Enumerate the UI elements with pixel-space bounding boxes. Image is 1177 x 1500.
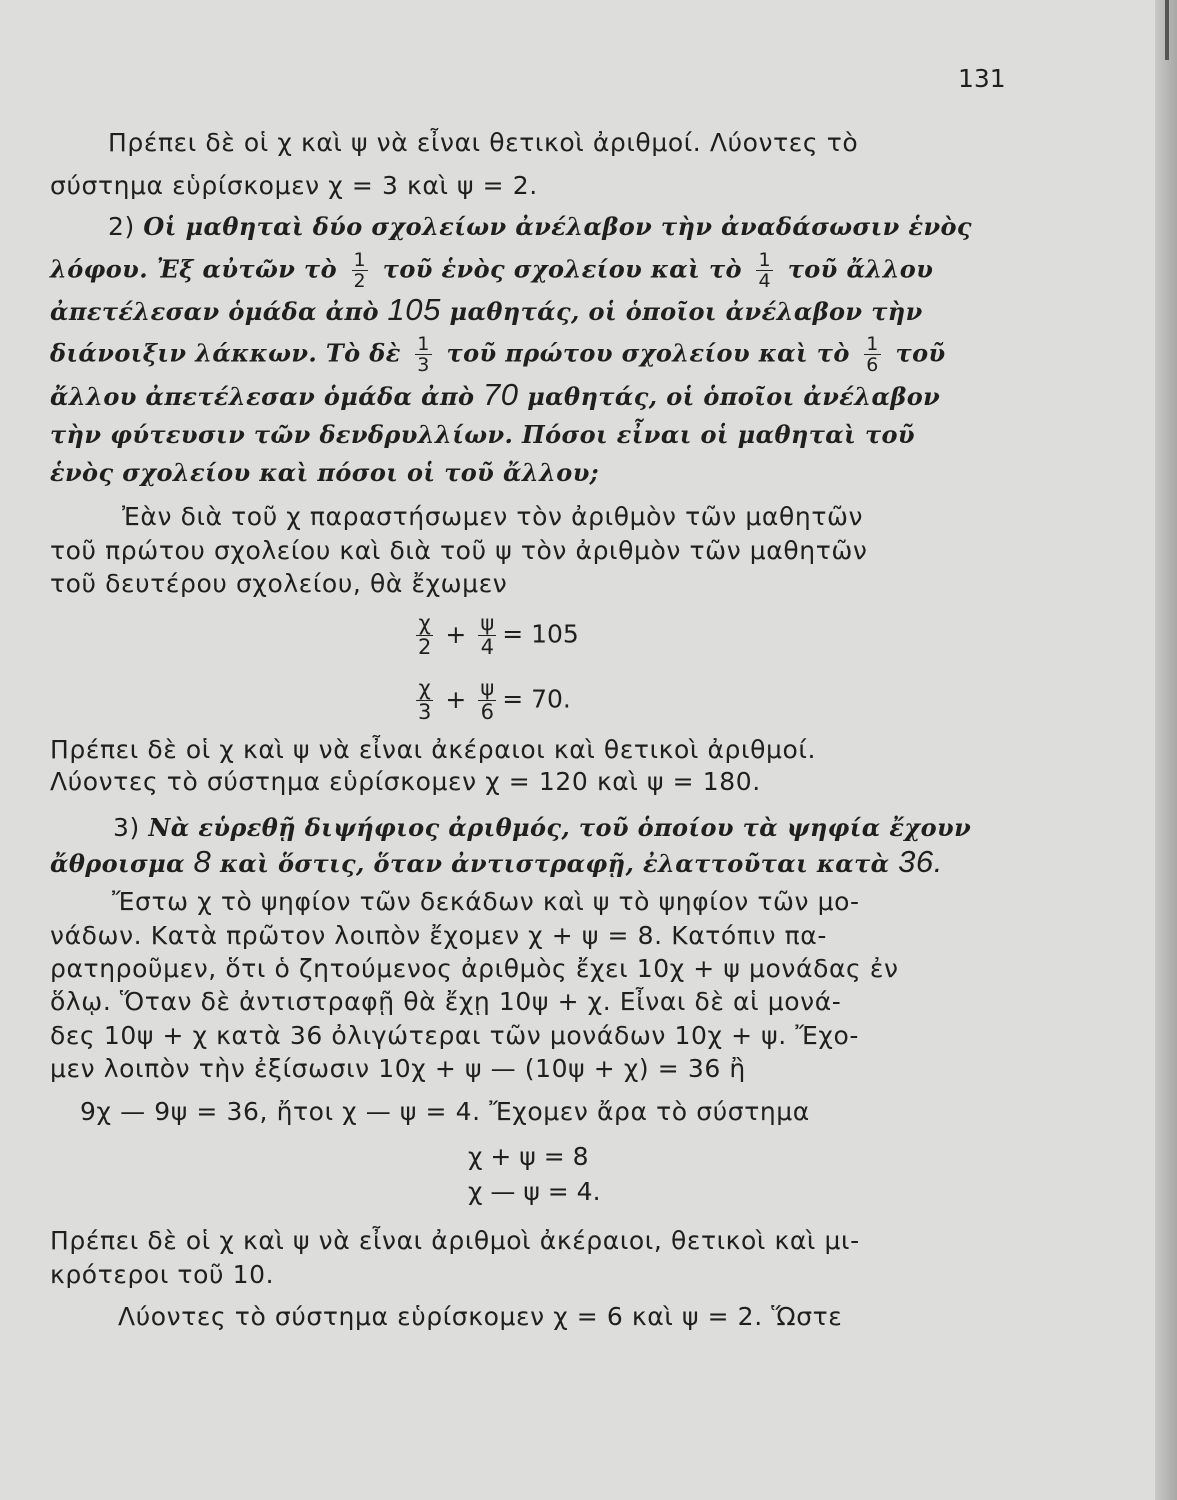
problem2-text-2a: λόφου. Ἐξ αὐτῶν τὸ — [50, 254, 337, 284]
problem2-line-4 — [50, 334, 946, 375]
problem3-text-2b: καὶ ὅστις, ὅταν ἀντιστραφῇ, ἐλαττοῦται κατὰ — [219, 849, 890, 878]
solution2-line-2: τοῦ πρώτου σχολείου καὶ διὰ τοῦ ψ τὸν ἀριθμὸν τῶν μαθητῶν — [50, 536, 868, 565]
system-eq-1: χ + ψ = 8 — [468, 1142, 589, 1171]
p1-line-2: σύστημα εὑρίσκομεν χ = 3 καὶ ψ = 2. — [50, 171, 538, 200]
page-edge-mark — [1165, 0, 1169, 60]
number-105: 105 — [387, 292, 441, 327]
fraction-one-quarter: $\frac{1}{4}$ — [758, 249, 772, 292]
fraction-one-half: $\frac{1}{2}$ — [353, 249, 367, 292]
equation-1-rhs: = 105 — [502, 619, 579, 649]
equation-2 — [410, 677, 571, 724]
problem2-text-5b: μαθητάς, οἱ ὁποῖοι ἀνέλαβον — [527, 382, 941, 411]
solution3-line-2: νάδων. Κατὰ πρῶτον λοιπὸν ἔχομεν χ + ψ = 8. Κατόπιν πα- — [50, 921, 827, 950]
problem3-text-2a: ἄθροισμα — [50, 849, 185, 878]
solution3-line-10: Λύοντες τὸ σύστημα εὑρίσκομεν χ = 6 καὶ ψ = 2. Ὥστε — [118, 1302, 843, 1331]
number-70: 70 — [482, 377, 519, 412]
equation-2-fraction-x: $\frac{\chi}{3}$ — [418, 676, 432, 724]
page-edge — [1155, 0, 1177, 1500]
solution2-line-3: τοῦ δευτέρου σχολείου, θὰ ἔχωμεν — [50, 569, 508, 598]
plus-sign: + — [445, 684, 467, 714]
problem2-text-5a: ἄλλου ἀπετέλεσαν ὁμάδα ἀπὸ — [50, 382, 475, 411]
problem2-line-7 — [50, 458, 599, 488]
problem2-line-1 — [108, 212, 972, 242]
system-eq-2: χ — ψ = 4. — [468, 1177, 601, 1206]
problem2-line-2 — [50, 250, 933, 291]
problem2-text-4a: διάνοιξιν λάκκων. Τὸ δὲ — [50, 338, 401, 368]
number-36: 36. — [898, 844, 943, 879]
problem3-text-1: Νὰ εὑρεθῇ διψήφιος ἀριθμός, τοῦ ὁποίου τὰ ψηφία ἔχουν — [148, 813, 972, 842]
problem2-text-3b: μαθητάς, οἱ ὁποῖοι ἀνέλαβον τὴν — [449, 297, 923, 326]
plus-sign: + — [445, 619, 467, 649]
equation-2-fraction-y: $\frac{\psi}{6}$ — [480, 676, 495, 724]
page-number: 131 — [958, 64, 1006, 93]
equation-2-rhs: = 70. — [502, 684, 571, 714]
solution3-line-8: Πρέπει δὲ οἱ χ καὶ ψ νὰ εἶναι ἀριθμοὶ ἀκέραιοι, θετικοὶ καὶ μι- — [50, 1226, 860, 1255]
solution3-line-7: 9χ — 9ψ = 36, ἤτοι χ — ψ = 4. Ἔχομεν ἄρα τὸ σύστημα — [80, 1097, 810, 1126]
problem2-text-3a: ἀπετέλεσαν ὁμάδα ἀπὸ — [50, 297, 379, 326]
p1-line-1: Πρέπει δὲ οἱ χ καὶ ψ νὰ εἶναι θετικοὶ ἀριθμοί. Λύοντες τὸ — [108, 128, 859, 157]
solution2-line-1: Ἐὰν διὰ τοῦ χ παραστήσωμεν τὸν ἀριθμὸν τῶν μαθητῶν — [122, 502, 864, 531]
solution3-line-3: ρατηροῦμεν, ὅτι ὁ ζητούμενος ἀριθμὸς ἔχει 10χ + ψ μονάδας ἐν — [50, 954, 899, 983]
problem3-line-2 — [50, 844, 943, 879]
problem2-text-2c: τοῦ ἄλλου — [787, 254, 934, 284]
solution3-line-6: μεν λοιπὸν τὴν ἐξίσωσιν 10χ + ψ — (10ψ + χ) = 36 ἢ — [50, 1054, 746, 1083]
problem3-line-1 — [113, 813, 971, 843]
equation-1-fraction-y: $\frac{\psi}{4}$ — [480, 611, 495, 659]
problem2-text-2b: τοῦ ἑνὸς σχολείου καὶ τὸ — [382, 254, 742, 284]
solution2-line-5: Λύοντες τὸ σύστημα εὑρίσκομεν χ = 120 καὶ ψ = 180. — [50, 767, 761, 796]
equation-1 — [410, 612, 579, 659]
problem2-text-4c: τοῦ — [895, 338, 946, 368]
solution2-line-4: Πρέπει δὲ οἱ χ καὶ ψ νὰ εἶναι ἀκέραιοι καὶ θετικοὶ ἀριθμοί. — [50, 735, 816, 764]
problem2-text-4b: τοῦ πρώτου σχολείου καὶ τὸ — [446, 338, 850, 368]
fraction-one-third: $\frac{1}{3}$ — [417, 333, 430, 376]
solution3-line-9: κρότεροι τοῦ 10. — [50, 1260, 275, 1289]
solution3-line-4: ὅλῳ. Ὅταν δὲ ἀντιστραφῇ θὰ ἔχῃ 10ψ + χ. Εἶναι δὲ αἱ μονά- — [50, 987, 842, 1016]
problem2-text-7: ἑνὸς σχολείου καὶ πόσοι οἱ τοῦ ἄλλου; — [50, 458, 600, 487]
problem2-text-1: Οἱ μαθηταὶ δύο σχολείων ἀνέλαβον τὴν ἀναδάσωσιν ἑνὸς — [143, 212, 972, 241]
problem2-line-5 — [50, 377, 941, 412]
equation-1-fraction-x: $\frac{\chi}{2}$ — [418, 611, 432, 659]
solution3-line-1: Ἔστω χ τὸ ψηφίον τῶν δεκάδων καὶ ψ τὸ ψηφίον τῶν μο- — [112, 887, 860, 916]
problem2-text-6: τὴν φύτευσιν τῶν δενδρυλλίων. Πόσοι εἶναι οἱ μαθηταὶ τοῦ — [50, 420, 915, 449]
solution3-line-5: δες 10ψ + χ κατὰ 36 ὀλιγώτεραι τῶν μονάδων 10χ + ψ. Ἔχο- — [50, 1021, 859, 1050]
problem2-line-6 — [50, 420, 915, 450]
number-8: 8 — [193, 844, 212, 879]
problem2-label: 2) — [108, 212, 135, 241]
problem2-line-3 — [50, 292, 923, 327]
fraction-one-sixth: $\frac{1}{6}$ — [866, 333, 879, 376]
problem3-label: 3) — [113, 813, 140, 842]
